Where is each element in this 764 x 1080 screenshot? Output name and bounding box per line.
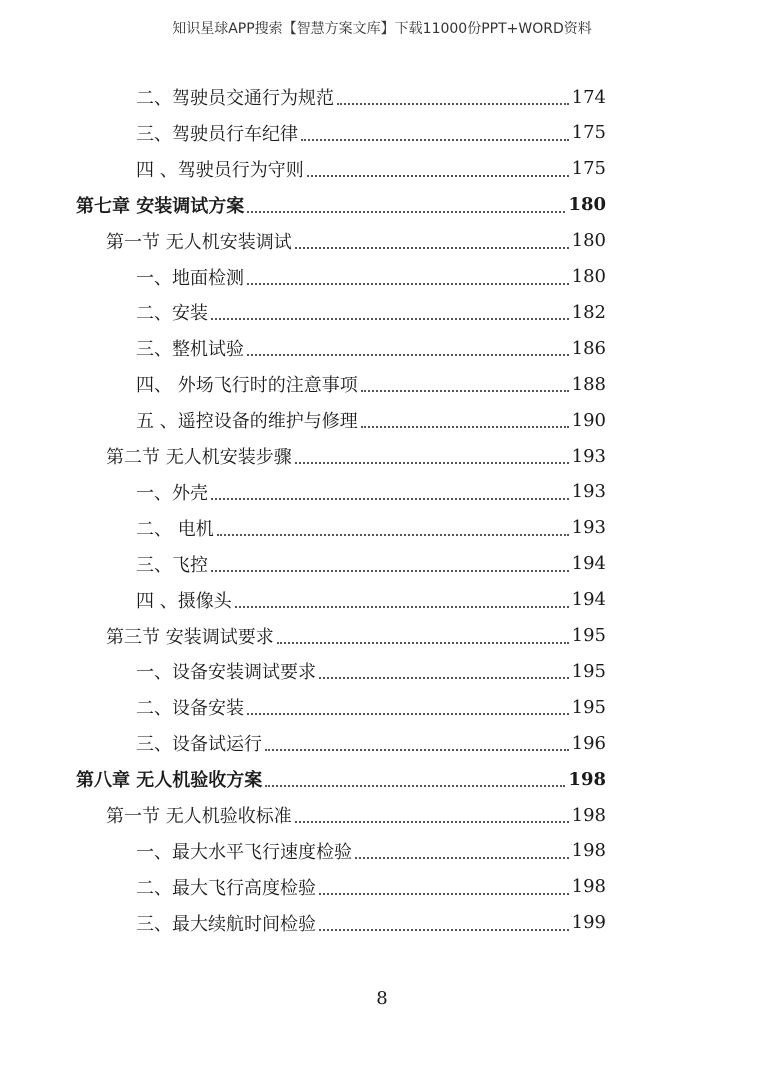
toc-leader-dots [235, 604, 569, 608]
toc-leader-dots [217, 532, 569, 536]
toc-leader-dots [361, 388, 569, 392]
toc-entry-page: 195 [571, 660, 606, 682]
toc-entry-title: 五 、遥控设备的维护与修理 [136, 411, 358, 433]
toc-entry [106, 223, 606, 259]
toc-leader-dots [319, 927, 569, 931]
toc-entry-title: 一、外壳 [136, 482, 208, 504]
toc-entry-title: 二、安装 [136, 303, 208, 325]
toc-entry-page: 198 [568, 768, 606, 790]
toc-entry [136, 833, 606, 869]
toc-entry [136, 582, 606, 618]
toc-entry [136, 259, 606, 295]
toc-entry [136, 115, 606, 151]
toc-entry-title: 第八章 无人机验收方案 [76, 770, 263, 792]
toc-entry-page: 195 [571, 696, 606, 718]
toc-entry-page: 193 [571, 445, 606, 467]
toc-entry-page: 180 [571, 230, 606, 252]
toc-entry-page: 199 [571, 912, 606, 934]
toc-entry [136, 151, 606, 187]
toc-leader-dots [295, 245, 569, 249]
toc-entry [136, 905, 606, 941]
toc-leader-dots [211, 496, 569, 500]
page-number: 8 [376, 988, 388, 1009]
toc-entry-title: 三、整机试验 [136, 339, 244, 361]
toc-entry-page: 193 [571, 481, 606, 503]
toc-entry-page: 194 [571, 589, 606, 611]
toc-entry [76, 761, 606, 797]
toc-entry-page: 182 [571, 301, 606, 323]
toc-entry-title: 二、驾驶员交通行为规范 [136, 88, 334, 109]
toc-entry [136, 366, 606, 402]
toc-entry-title: 三、设备试运行 [136, 734, 262, 756]
toc-entry-page: 198 [571, 876, 606, 898]
toc-leader-dots [247, 209, 565, 213]
toc-leader-dots [355, 855, 569, 859]
toc-entry-title: 第三节 安装调试要求 [106, 626, 274, 648]
toc-entry-title: 四 、驾驶员行为守则 [136, 159, 304, 181]
toc-entry [136, 653, 606, 689]
toc-leader-dots [301, 137, 569, 141]
toc-leader-dots [295, 460, 569, 464]
toc-entry [136, 402, 606, 438]
toc-leader-dots [307, 173, 569, 177]
toc-entry-page: 193 [571, 517, 606, 539]
toc-entry [136, 294, 606, 330]
toc-entry-title: 第一节 无人机验收标准 [106, 806, 292, 827]
toc-entry [136, 546, 606, 582]
toc-entry-page: 175 [571, 122, 606, 144]
toc-entry [136, 689, 606, 725]
toc-entry-title: 一、地面检测 [136, 267, 244, 289]
toc-entry-title: 第一节 无人机安装调试 [106, 231, 292, 253]
toc-entry [136, 79, 606, 115]
toc-entry-title: 三、飞控 [136, 554, 208, 576]
toc-leader-dots [265, 747, 569, 751]
toc-entry-title: 二、 电机 [136, 518, 214, 540]
toc-entry-title: 三、驾驶员行车纪律 [136, 123, 298, 145]
toc-entry-title: 一、最大水平飞行速度检验 [136, 841, 352, 863]
toc-leader-dots [295, 819, 569, 823]
toc-entry-title: 二、设备安装 [136, 698, 244, 720]
toc-entry-title: 四 、摄像头 [136, 590, 232, 612]
toc-leader-dots [277, 640, 569, 644]
toc-entry-page: 180 [571, 266, 606, 287]
toc-entry-title: 四、 外场飞行时的注意事项 [136, 375, 358, 397]
toc-entry-page: 186 [571, 337, 606, 359]
toc-entry [106, 797, 606, 833]
toc-entry [136, 869, 606, 905]
toc-entry-page: 175 [571, 158, 606, 180]
toc-leader-dots [361, 424, 569, 428]
toc-leader-dots [247, 711, 569, 715]
toc-entry-title: 三、最大续航时间检验 [136, 913, 316, 935]
toc-entry-page: 174 [571, 86, 606, 108]
toc-entry-page: 198 [571, 804, 606, 826]
toc-entry [106, 618, 606, 654]
toc-leader-dots [265, 783, 565, 787]
toc-entry-page: 198 [571, 840, 606, 862]
toc-leader-dots [211, 568, 569, 572]
toc-leader-dots [319, 891, 569, 895]
toc-entry [106, 438, 606, 474]
toc-entry [136, 725, 606, 761]
toc-entry-title: 二、最大飞行高度检验 [136, 877, 316, 899]
toc-entry [136, 330, 606, 366]
toc-entry [76, 187, 606, 223]
toc-entry [136, 474, 606, 510]
toc-leader-dots [247, 281, 569, 285]
toc-entry-page: 196 [571, 732, 606, 754]
toc-entry-page: 180 [568, 194, 606, 216]
page-header: 知识星球APP搜索【智慧方案文库】下载11000份PPT+WORD资料 [172, 21, 592, 37]
toc-leader-dots [247, 352, 569, 356]
toc-leader-dots [211, 316, 569, 320]
toc-entry-title: 第二节 无人机安装步骤 [106, 447, 292, 468]
toc-entry-page: 195 [571, 625, 606, 646]
toc-leader-dots [319, 675, 569, 679]
toc-entry-title: 一、设备安装调试要求 [136, 662, 316, 684]
toc-leader-dots [337, 101, 569, 105]
toc-entry [136, 510, 606, 546]
toc-entry-page: 190 [571, 409, 606, 431]
toc-entry-page: 194 [571, 553, 606, 575]
toc-entry-page: 188 [571, 373, 606, 395]
toc-entry-title: 第七章 安装调试方案 [76, 195, 245, 217]
